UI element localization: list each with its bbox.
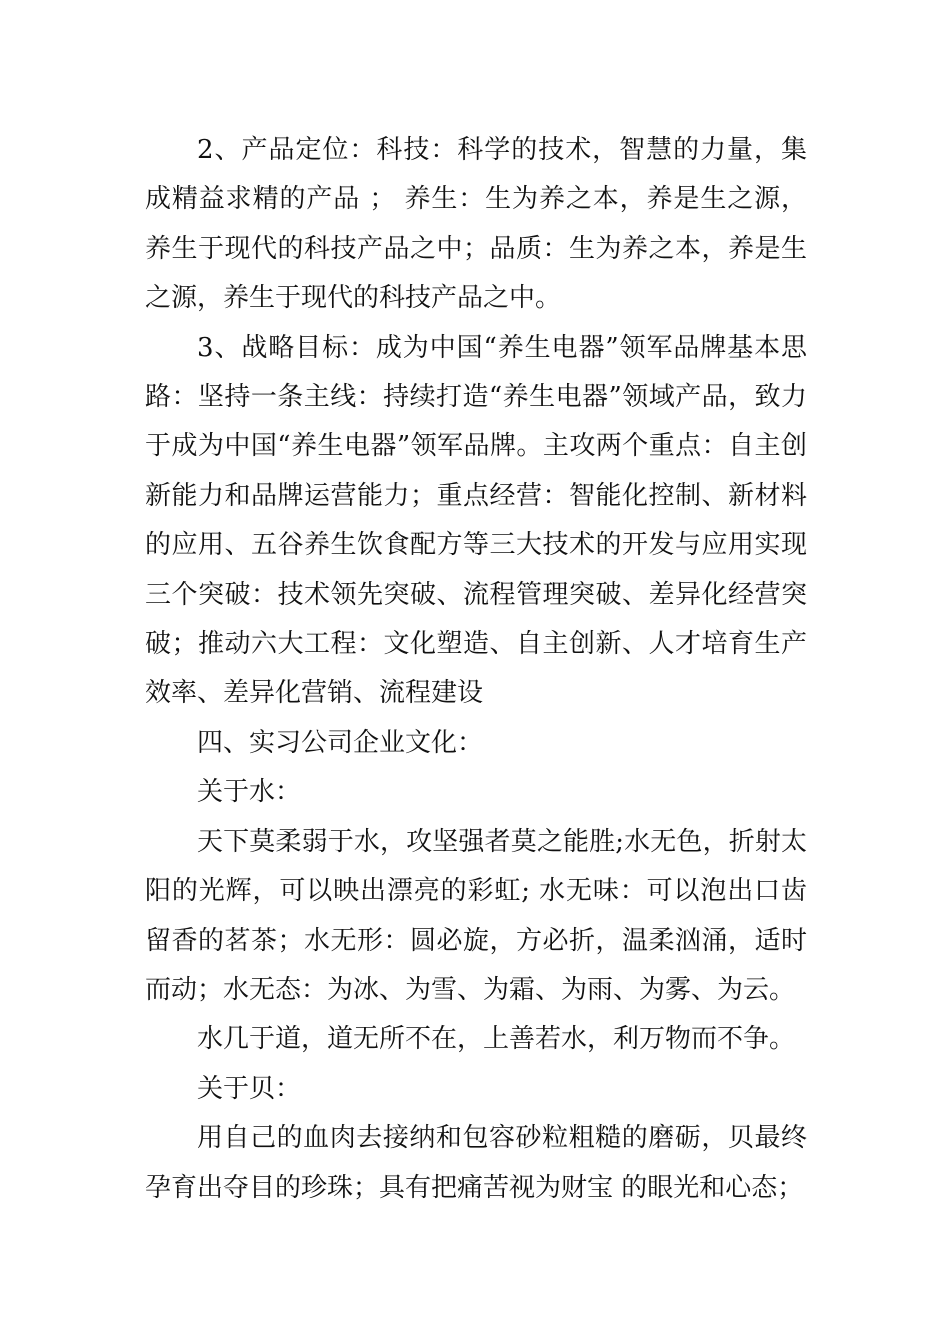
paragraph-product-positioning: 2、产品定位：科技：科学的技术，智慧的力量，集成精益求精的产品 ； 养生：生为养之本，养是生之源，养生于现代的科技产品之中；品质：生为养之本，养是生之源，养生于现代的科技产品之中。 [145, 135, 807, 314]
section-heading-corporate-culture: 四、实习公司企业文化： [197, 727, 484, 758]
document-body [145, 126, 807, 1213]
paragraph-strategic-goal: 3、战略目标：成为中国“养生电器”领军品牌基本思路：坚持一条主线：持续打造“养生电器”领域产品，致力于成为中国“养生电器”领军品牌。主攻两个重点：自主创新能力和品牌运营能力；重点经营：智能化控制、新材料的应用、五谷养生饮食配方等三大技术的开发与应用实现三个突破：技术领先突破、流程管理突破、差异化经营突破；推动六大工程：文化塑造、自主创新、人才培育生产效率、差异化营销、流程建设 [145, 332, 807, 709]
paragraph-water-dao: 水几于道，道无所不在，上善若水，利万物而不争。 [197, 1024, 796, 1055]
paragraph-shell-description: 用自己的血肉去接纳和包容砂粒粗糙的磨砺，贝最终孕育出夺目的珍珠；具有把痛苦视为财宝 的眼光和心态； [145, 1123, 807, 1203]
paragraph-water-description: 天下莫柔弱于水，攻坚强者莫之能胜;水无色，折射太阳的光辉，可以映出漂亮的彩虹; 水无味：可以泡出口齿留香的茗茶；水无形：圆必旋，方必折，温柔汹涌，适时而动；水无态：为冰、为雪、为霜、为雨、为雾、为云。 [145, 826, 807, 1005]
subheading-about-shell: 关于贝： [197, 1073, 302, 1104]
subheading-about-water: 关于水： [197, 777, 302, 808]
